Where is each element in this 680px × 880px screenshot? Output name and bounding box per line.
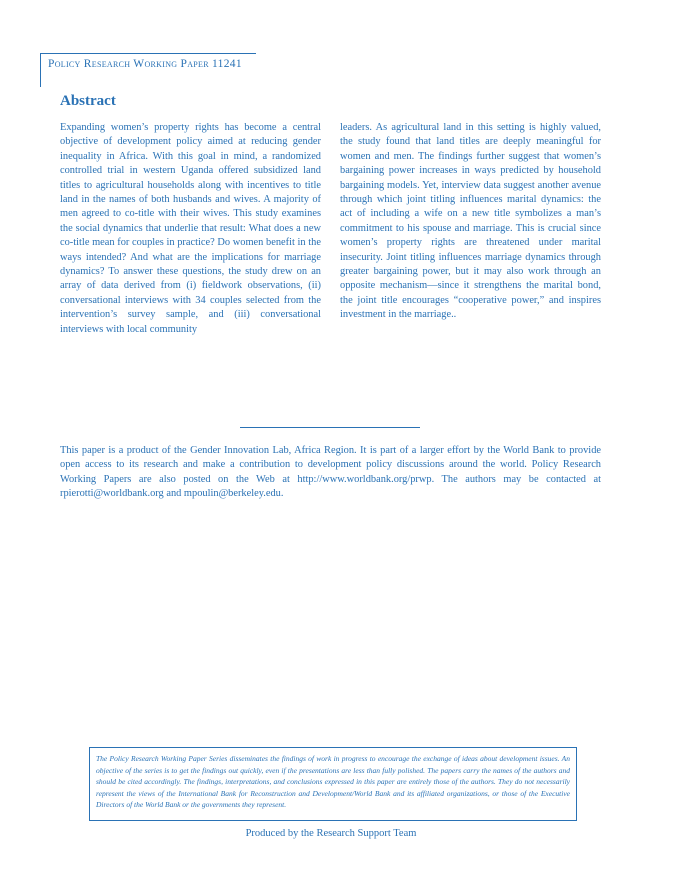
product-note: This paper is a product of the Gender Innovation Lab, Africa Region. It is part of a larger effort by the World Bank to provide open access to its research and make a contribution to development policy discussions around the world. Policy Research Working Papers are also posted on the Web at http://www.worldbank.org/prwp. The authors may be contacted at rpierotti@worldbank.org and mpoulin@berkeley.edu. (60, 445, 601, 500)
series-title: Policy Research Working Paper 11241 (48, 58, 242, 70)
disclaimer-box (89, 747, 577, 821)
abstract-column-left: Expanding women’s property rights has become a central objective of development policy aimed at reducing gender inequality in Africa. With this goal in mind, a randomized controlled trial in western Uganda offered subsidized land titles to agricultural households along with incentives to title land in the names of both husbands and wives. A majority of men agreed to co-title with their wives. This study examines the social dynamics that underlie that result: What does a new co-title mean for couples in practice? Do women benefit in the ways intended? And what are the implications for marriage dynamics? To answer these questions, the study drew on an array of data derived from (i) fieldwork observations, (ii) conversational interviews with 34 couples selected from the intervention’s survey sample, and (iii) conversational interviews with local community (60, 122, 321, 335)
disclaimer-text: The Policy Research Working Paper Series disseminates the findings of work in progress to encourage the exchange of ideas about development issues. An objective of the series is to get the findings out quickly, even if the presentations are less than fully polished. The papers carry the names of the authors and should be cited accordingly. The findings, interpretations, and conclusions expressed in this paper are entirely those of the authors. They do not necessarily represent the views of the International Bank for Reconstruction and Development/World Bank and its affiliated organizations, or those of the Executive Directors of the World Bank or the governments they represent. (96, 754, 570, 810)
series-header (40, 53, 256, 87)
section-divider (240, 427, 420, 428)
abstract-column-right: leaders. As agricultural land in this setting is highly valued, the study found that land titles are deeply meaningful for women and men. The findings further suggest that women’s bargaining power increases in ways predicted by household bargaining models. Yet, interview data suggest another avenue through which joint titling influences marital dynamics: the act of including a wife on a new title symbolizes a man’s commitment to his spouse and marriage. This is crucial since women’s property rights are threatened under marital insecurity. Joint titling influences marriage dynamics through greater bargaining power, but it may also work through an opposite mechanism—since it strengthens the marital bond, the joint title encourages “cooperative power,” and inspires investment in the marriage.. (340, 122, 601, 321)
footer-credit: Produced by the Research Support Team (245, 828, 417, 839)
abstract-heading: Abstract (60, 93, 116, 109)
